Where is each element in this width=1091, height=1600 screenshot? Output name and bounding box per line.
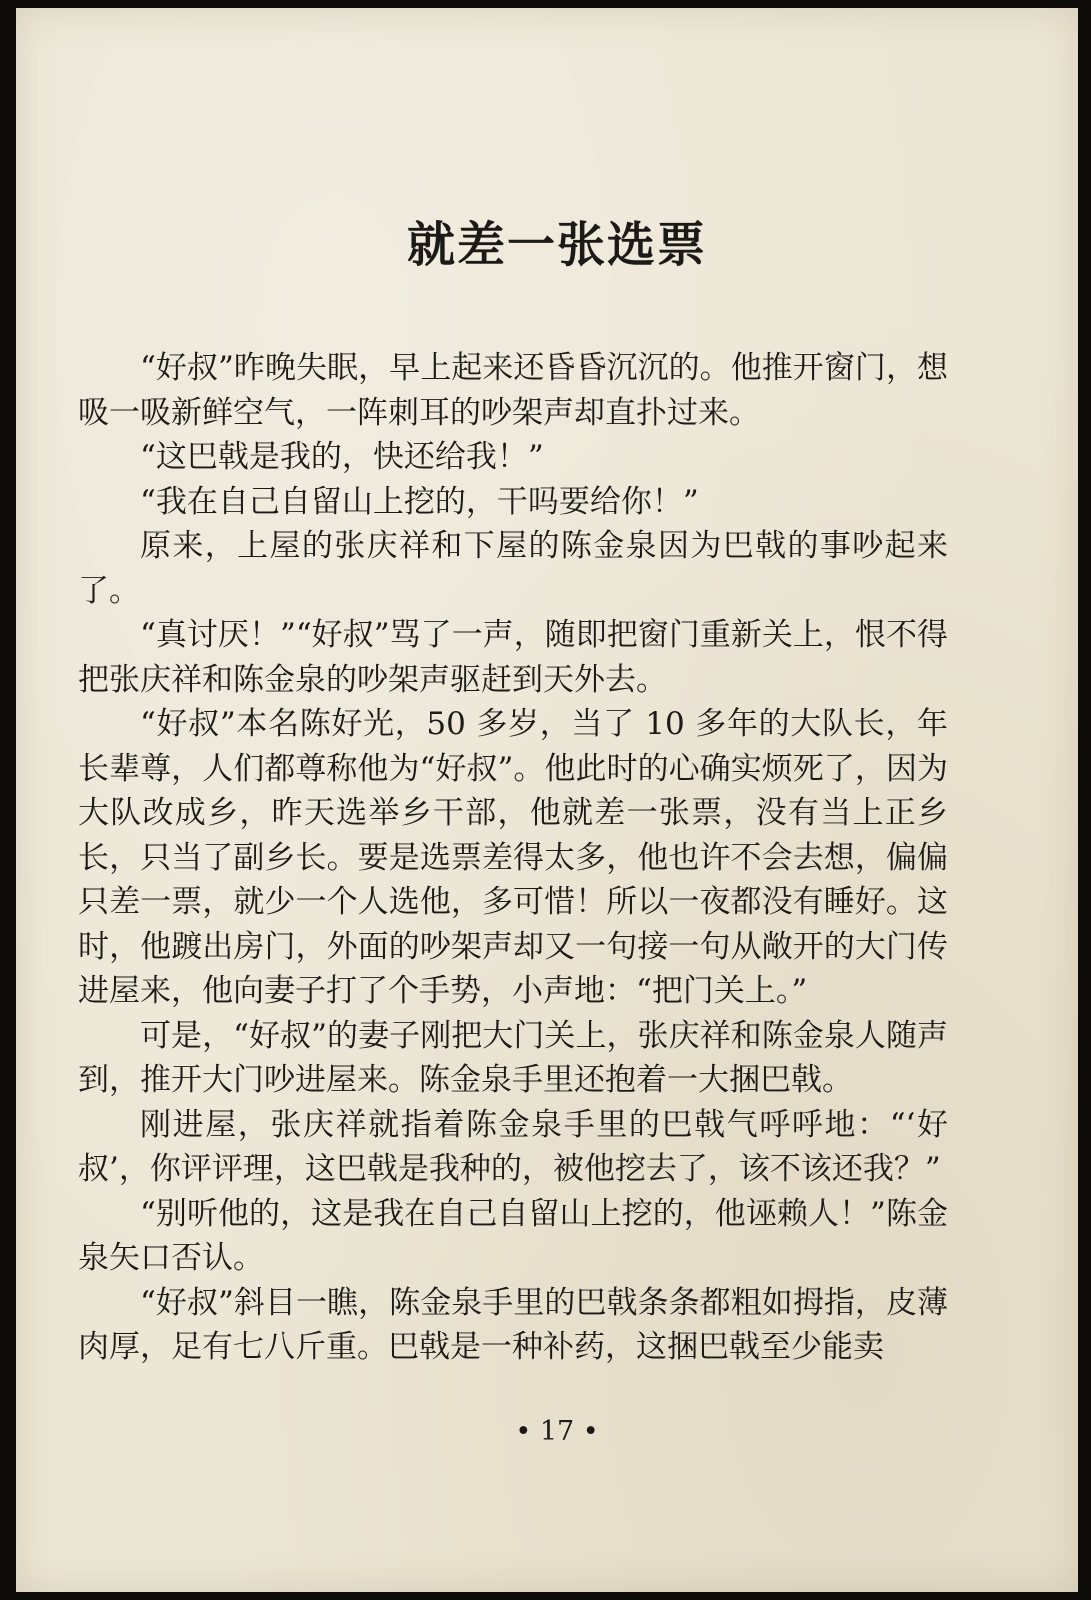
page-number: • 17 • xyxy=(515,1416,599,1447)
body-text xyxy=(78,346,948,1370)
paragraph: “别听他的，这是我在自己自留山上挖的，他诬赖人！”陈金泉矢口否认。 xyxy=(78,1195,948,1276)
paragraph: “我在自己自留山上挖的，干吗要给你！” xyxy=(140,483,699,520)
book-page xyxy=(16,8,1078,1592)
paragraph: “好叔”昨晚失眠，早上起来还昏昏沉沉的。他推开窗门，想吸一吸新鲜空气，一阵刺耳的吵架声却直扑过来。 xyxy=(78,350,948,431)
paragraph: “好叔”本名陈好光，50 多岁，当了 10 多年的大队长，年长辈尊，人们都尊称他为“好叔”。他此时的心确实烦死了，因为大队改成乡，昨天选举乡干部，他就差一张票，没有当上正乡长，只当了副乡长。要是选票差得太多，他也许不会去想，偏偏只差一票，就少一个人选他，多可惜！所以一夜都没有睡好。这时，他踱出房门，外面的吵架声却又一句接一句从敞开的大门传进屋来，他向妻子打了个手势，小声地：“把门关上。” xyxy=(78,706,948,1009)
paragraph: “这巴戟是我的，快还给我！” xyxy=(140,439,544,475)
chapter-title: 就差一张选票 xyxy=(406,217,707,273)
paragraph: “真讨厌！”“好叔”骂了一声，随即把窗门重新关上，恨不得把张庆祥和陈金泉的吵架声驱赶到天外去。 xyxy=(78,617,948,698)
paragraph: 可是，“好叔”的妻子刚把大门关上，张庆祥和陈金泉人随声到，推开大门吵进屋来。陈金泉手里还抱着一大捆巴戟。 xyxy=(78,1017,948,1098)
paragraph: 刚进屋，张庆祥就指着陈金泉手里的巴戟气呼呼地：“‘好叔’，你评评理，这巴戟是我种的，被他挖去了，该不该还我？” xyxy=(78,1106,948,1187)
paragraph: “好叔”斜目一瞧，陈金泉手里的巴戟条条都粗如拇指，皮薄肉厚，足有七八斤重。巴戟是一种补药，这捆巴戟至少能卖 xyxy=(78,1284,948,1365)
paragraph: 原来，上屋的张庆祥和下屋的陈金泉因为巴戟的事吵起来了。 xyxy=(78,528,948,609)
